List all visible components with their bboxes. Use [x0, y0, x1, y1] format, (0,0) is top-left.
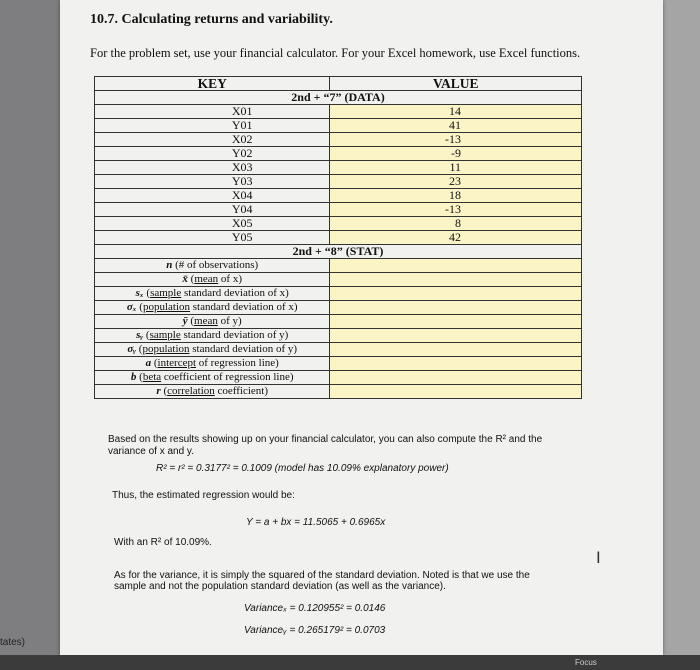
stat-value-cell[interactable] — [330, 385, 582, 399]
table-row — [95, 343, 582, 357]
paragraph-regression: Thus, the estimated regression would be: — [112, 490, 295, 501]
stat-section-row — [95, 245, 582, 259]
stat-description: of y) — [217, 315, 242, 327]
stat-key-cell — [95, 273, 330, 287]
data-value-cell[interactable]: -13 — [330, 203, 582, 217]
table-row — [95, 385, 582, 399]
table-row — [95, 161, 582, 175]
stat-symbol: r — [156, 385, 161, 397]
data-key-cell: Y04 — [95, 203, 330, 217]
equation-variance-y: Varianceᵧ = 0.265179² = 0.0703 — [244, 625, 386, 636]
table-row — [95, 287, 582, 301]
stat-value-cell[interactable] — [330, 287, 582, 301]
stat-symbol: σₓ — [126, 301, 137, 313]
stat-key-cell — [95, 329, 330, 343]
data-key-cell: X02 — [95, 133, 330, 147]
table-row — [95, 105, 582, 119]
table-header — [95, 77, 582, 91]
table-row — [95, 119, 582, 133]
paragraph-r-squared-value: With an R² of 10.09%. — [114, 537, 212, 548]
stat-description: coefficient) — [214, 385, 269, 397]
stat-term-link[interactable]: correlation — [167, 385, 215, 397]
stat-description: standard deviation of x) — [190, 301, 298, 313]
stat-value-cell[interactable] — [330, 343, 582, 357]
stat-paren: ( — [146, 287, 151, 299]
stat-description: standard deviation of y) — [180, 329, 289, 341]
stat-description: standard deviation of y) — [189, 343, 298, 355]
stat-description: of regression line) — [196, 357, 279, 369]
table-row — [95, 329, 582, 343]
stat-paren: ( — [139, 371, 143, 383]
data-value-cell[interactable]: 14 — [330, 105, 582, 119]
table-row — [95, 217, 582, 231]
stat-paren: ( — [153, 357, 158, 369]
data-key-cell: X05 — [95, 217, 330, 231]
stat-term-link[interactable]: mean — [194, 315, 218, 327]
stat-term-link[interactable]: intercept — [157, 357, 197, 369]
stat-key-cell — [95, 259, 330, 273]
stat-description: standard deviation of x) — [181, 287, 289, 299]
stat-paren: ( — [163, 385, 168, 397]
stat-symbol: sₓ — [135, 287, 144, 299]
stat-paren: ( — [145, 329, 150, 341]
data-key-cell: Y02 — [95, 147, 330, 161]
data-value-cell[interactable]: 8 — [330, 217, 582, 231]
data-value-cell[interactable]: 18 — [330, 189, 582, 203]
stat-paren: ( — [139, 301, 143, 313]
data-section-label: 2nd + “7” (DATA) — [95, 91, 582, 105]
table-row — [95, 315, 582, 329]
table-row — [95, 203, 582, 217]
table-row — [95, 147, 582, 161]
stat-description: of x) — [218, 273, 242, 285]
table-row — [95, 273, 582, 287]
background-right — [663, 0, 700, 655]
stat-paren: ( — [190, 315, 195, 327]
stat-value-cell[interactable] — [330, 315, 582, 329]
stat-term-link[interactable]: sample — [150, 287, 182, 299]
intro-text: For the problem set, use your financial calculator. For your Excel homework, use Excel functions. — [90, 46, 581, 60]
data-key-cell: Y03 — [95, 175, 330, 189]
table-row — [95, 371, 582, 385]
stat-description: coefficient of regression line) — [161, 371, 294, 383]
stat-term-link[interactable]: population — [142, 343, 190, 355]
focus-button[interactable]: Focus — [575, 658, 597, 667]
data-value-cell[interactable]: 41 — [330, 119, 582, 133]
table-row — [95, 175, 582, 189]
table-row — [95, 301, 582, 315]
data-value-cell[interactable]: 42 — [330, 231, 582, 245]
equation-r-squared: R² = r² = 0.3177² = 0.1009 (model has 10.09% explanatory power) — [156, 463, 449, 474]
page-title: 10.7. Calculating returns and variability. — [90, 12, 333, 27]
stat-paren: ( — [190, 273, 195, 285]
value-column-header: VALUE — [330, 77, 582, 91]
stat-key-cell — [95, 287, 330, 301]
stat-paren: ( — [138, 343, 143, 355]
table-row — [95, 259, 582, 273]
stat-paren: ( — [175, 259, 179, 271]
table-row — [95, 231, 582, 245]
stat-symbol: sᵧ — [136, 329, 144, 341]
stat-section-label: 2nd + “8” (STAT) — [95, 245, 582, 259]
side-label: tates) — [0, 637, 26, 648]
stat-value-cell[interactable] — [330, 371, 582, 385]
stat-symbol: n — [166, 259, 173, 271]
data-value-cell[interactable]: -9 — [330, 147, 582, 161]
data-key-cell: X01 — [95, 105, 330, 119]
equation-regression: Y = a + bx = 11.5065 + 0.6965x — [246, 517, 386, 528]
stat-term-link[interactable]: mean — [194, 273, 219, 285]
paragraph-variance: As for the variance, it is simply the squared of the standard deviation. Noted is that we use the sample and not the population standard deviation (as well as the variance). — [114, 570, 530, 592]
key-column-header: KEY — [95, 77, 330, 91]
stat-symbol: ȳ — [182, 315, 188, 327]
stat-value-cell[interactable] — [330, 301, 582, 315]
stat-value-cell[interactable] — [330, 259, 582, 273]
background-left — [0, 0, 60, 655]
data-key-cell: X04 — [95, 189, 330, 203]
stat-key-cell — [95, 343, 330, 357]
stat-key-cell — [95, 357, 330, 371]
data-value-cell[interactable]: 11 — [330, 161, 582, 175]
data-value-cell[interactable]: 23 — [330, 175, 582, 189]
stat-symbol: x̄ — [182, 273, 188, 285]
data-key-cell: Y05 — [95, 231, 330, 245]
stat-symbol: σᵧ — [127, 343, 137, 355]
stat-key-cell — [95, 385, 330, 399]
stat-symbol: b — [130, 371, 137, 383]
text-cursor-icon: I — [596, 548, 601, 567]
key-value-table — [94, 76, 582, 399]
stat-value-cell[interactable] — [330, 329, 582, 343]
stat-term-link[interactable]: sample — [149, 329, 181, 341]
stat-value-cell[interactable] — [330, 273, 582, 287]
stat-key-cell — [95, 315, 330, 329]
data-key-cell: Y01 — [95, 119, 330, 133]
stat-symbol: a — [145, 357, 152, 369]
table-row — [95, 133, 582, 147]
stat-key-cell — [95, 371, 330, 385]
stat-key-cell — [95, 301, 330, 315]
stat-description: # of observations) — [178, 259, 259, 271]
equation-variance-x: Varianceₓ = 0.120955² = 0.0146 — [244, 603, 386, 614]
paragraph-r-squared: Based on the results showing up on your financial calculator, you can also compute the R² and the variance of x and y. — [108, 434, 543, 457]
data-section-row — [95, 91, 582, 105]
stat-term-link[interactable]: beta — [142, 371, 162, 383]
data-value-cell[interactable]: -13 — [330, 133, 582, 147]
data-key-cell: X03 — [95, 161, 330, 175]
stat-value-cell[interactable] — [330, 357, 582, 371]
table-row — [95, 189, 582, 203]
stat-term-link[interactable]: population — [142, 301, 191, 313]
table-row — [95, 357, 582, 371]
